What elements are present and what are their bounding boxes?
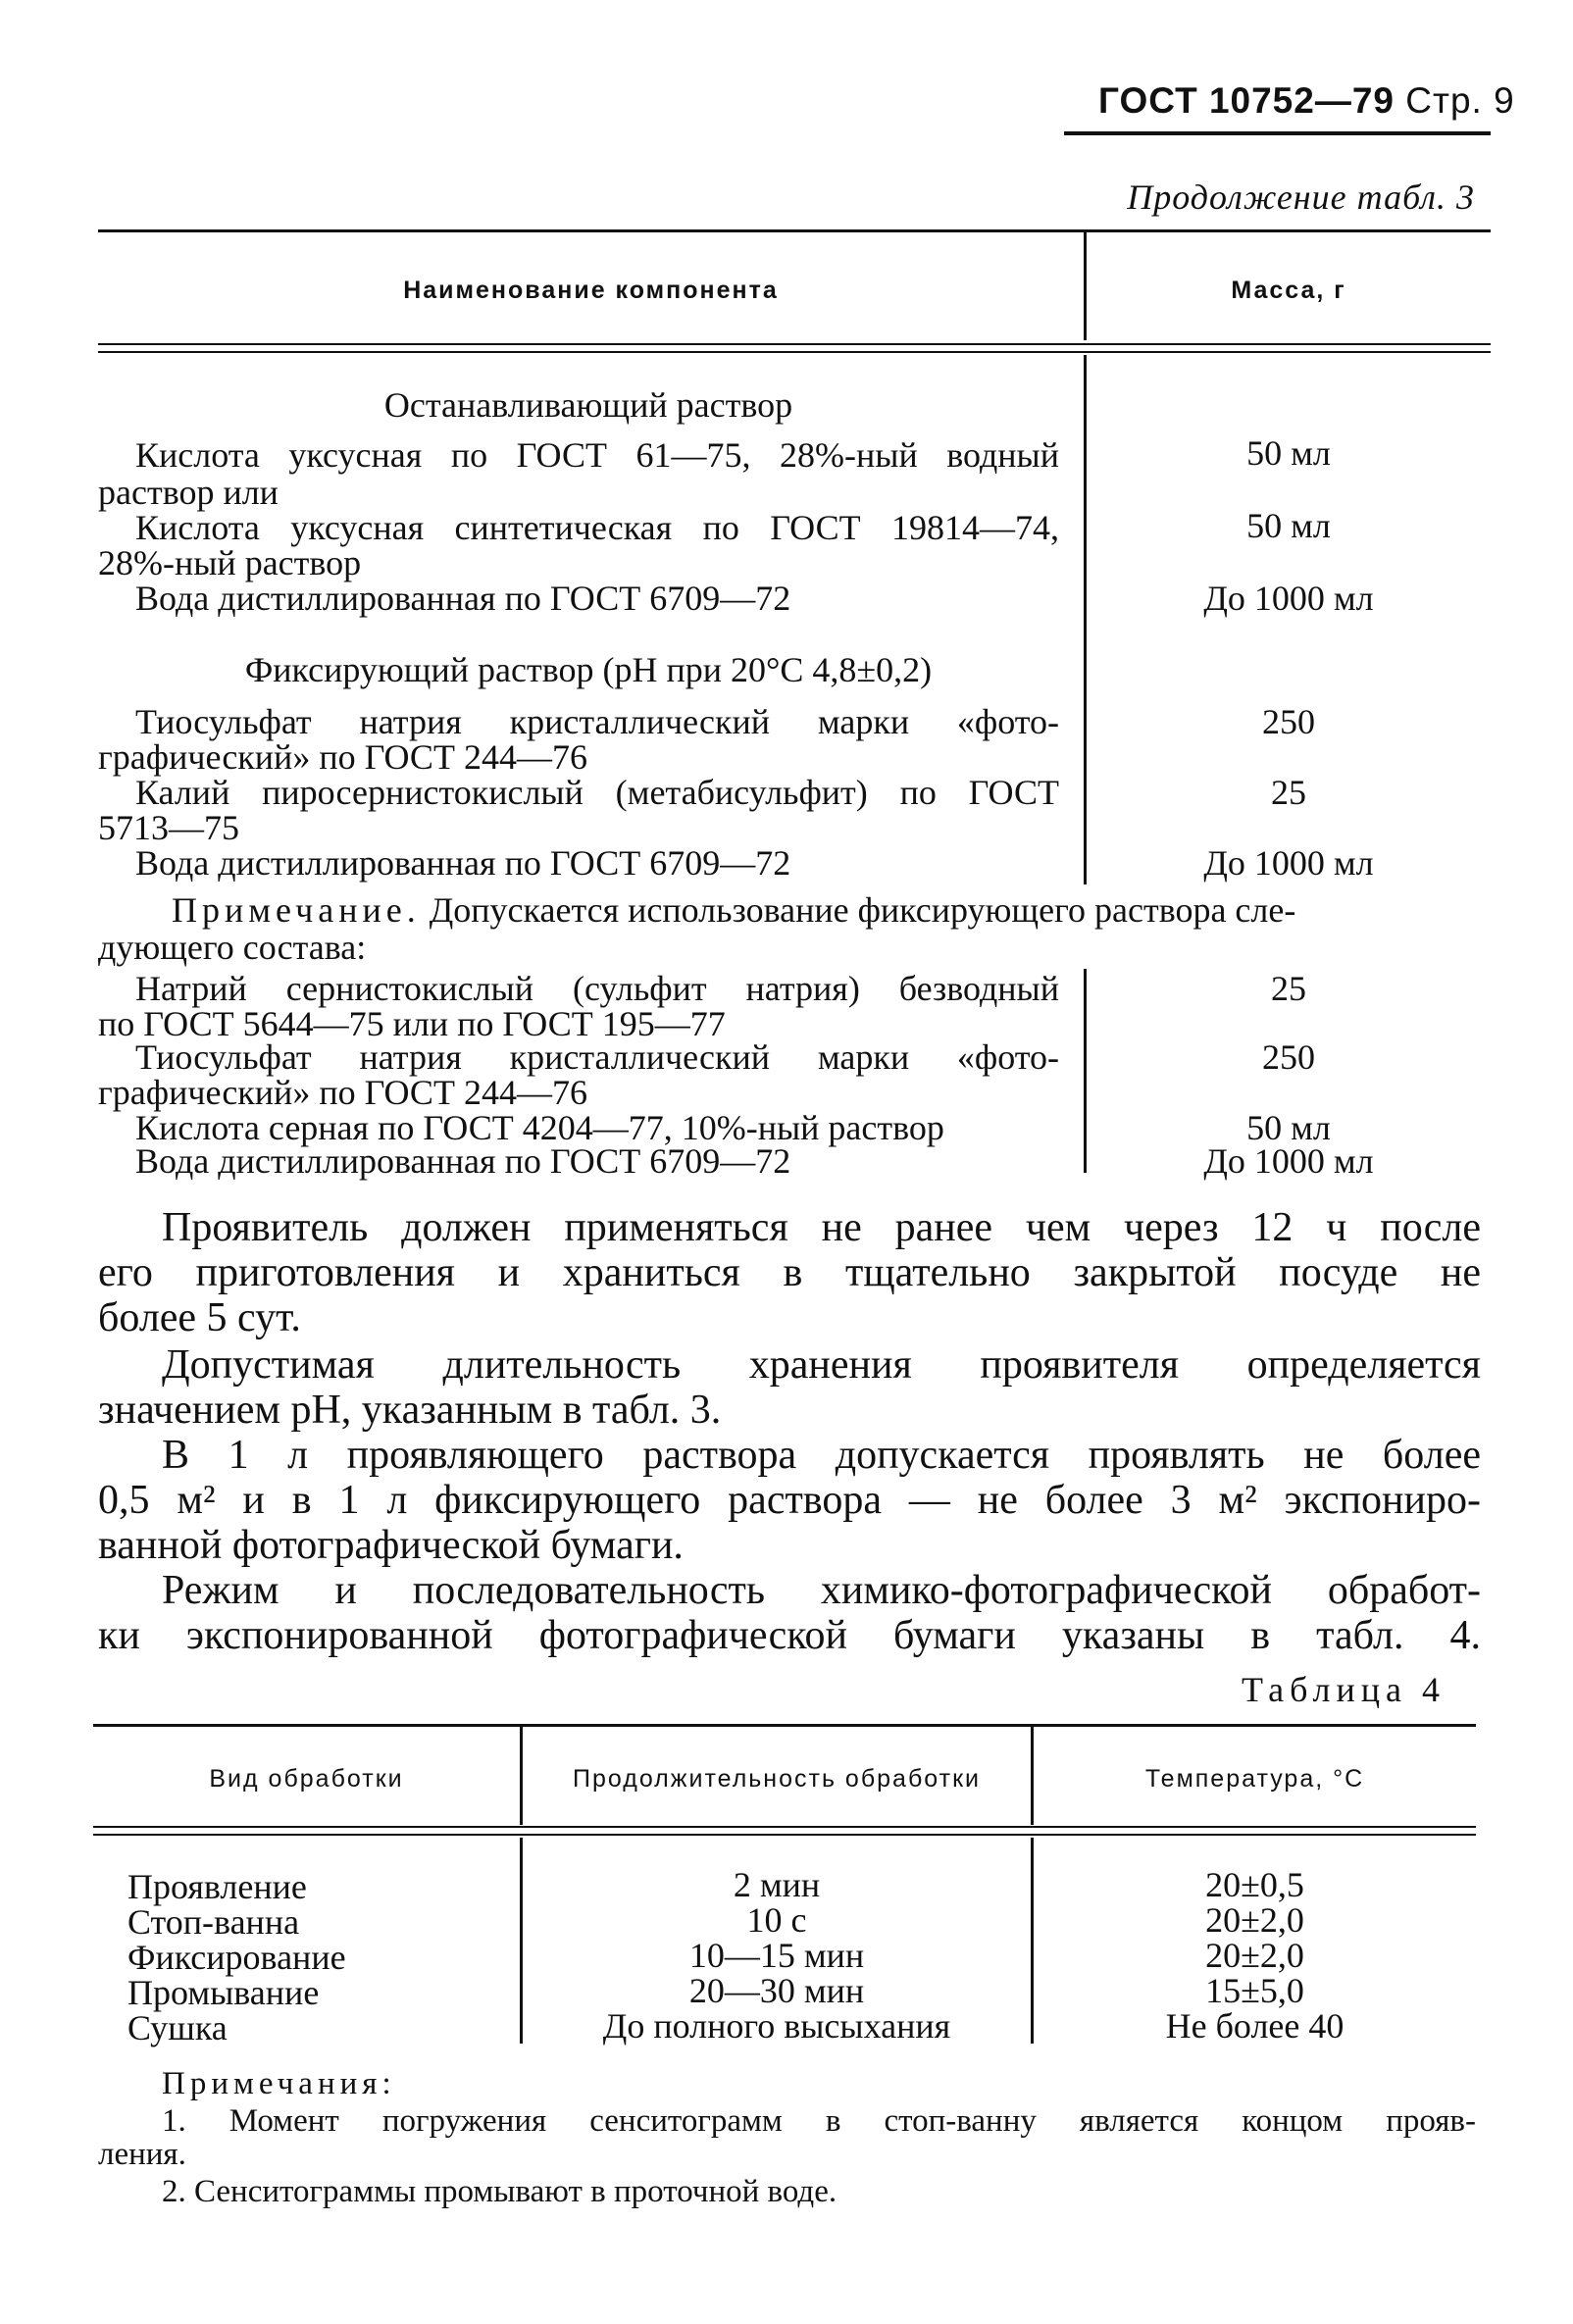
table4-cell-temp: Не более 40 [1165, 2006, 1345, 2046]
table4-cell-temp: 15±5,0 [1205, 1971, 1304, 2010]
component-name: 28%-ный раствор [98, 543, 362, 582]
table4-cell-duration: 2 мин [733, 1865, 821, 1904]
page-number: Стр. 9 [1405, 80, 1515, 121]
component-name: Вода дистиллированная по ГОСТ 6709—72 [135, 579, 791, 618]
component-name: Кислота серная по ГОСТ 4204—77, 10%-ный раствор [135, 1108, 944, 1147]
note-1: 1. Момент погружения сенситограмм в стоп-ванну является концом прояв- [162, 2103, 1476, 2139]
paragraph-line: Проявитель должен применяться не ранее чем через 12 ч после [162, 1205, 1481, 1250]
table4-label: Таблица 4 [1242, 1670, 1446, 1709]
table4-top-rule [93, 1724, 1476, 1727]
table3-note-cont: дующего состава: [98, 928, 367, 967]
component-mass: 250 [1262, 702, 1315, 741]
paragraph-line: Допустимая длительность хранения проявителя определяется [162, 1342, 1481, 1388]
component-name: раствор или [98, 473, 279, 512]
paragraph-line: 0,5 м² и в 1 л фиксирующего раствора — не более 3 м² экспониро- [98, 1478, 1481, 1523]
paragraph-line: ванной фотографической бумаги. [98, 1523, 684, 1568]
table4-cell-duration: 10—15 мин [688, 1936, 865, 1975]
table4-col-type: Вид обработки [209, 1765, 404, 1793]
table4-col-temp: Температура, °С [1144, 1765, 1365, 1793]
paragraph-line: В 1 л проявляющего раствора допускается проявлять не более [162, 1433, 1481, 1478]
table4-header-rule-2 [93, 1834, 1476, 1836]
table4-cell-type: Промывание [127, 1973, 320, 2012]
component-name: Калий пиросернистокислый (метабисульфит) по ГОСТ [135, 773, 1059, 812]
header-rule [1064, 131, 1491, 135]
note-1-cont: ления. [98, 2137, 186, 2172]
component-name: графический» по ГОСТ 244—76 [98, 1073, 587, 1112]
table3-continuation: Продолжение табл. 3 [1127, 177, 1475, 217]
table4-header-rule-1 [93, 1826, 1476, 1828]
component-name: Натрий сернистокислый (сульфит натрия) безводный [135, 969, 1059, 1008]
note-label: Примечание. [172, 890, 421, 930]
table4-cell-duration: 10 с [746, 1900, 807, 1940]
gost-number: ГОСТ 10752—79 [1098, 80, 1395, 121]
table3-header-rule-1 [98, 343, 1491, 345]
paragraph-line: значением рН, указанным в табл. 3. [98, 1388, 722, 1433]
table3-top-rule [98, 229, 1491, 232]
table4-cell-type: Проявление [127, 1867, 307, 1906]
component-mass: 50 мл [1246, 506, 1331, 545]
component-name: Вода дистиллированная по ГОСТ 6709—72 [135, 843, 791, 883]
table4-header-divider-1 [520, 1727, 523, 1825]
table3-header-divider [1084, 232, 1087, 340]
paragraph-line: Режим и последовательность химико-фотографической обработ- [162, 1568, 1481, 1613]
table4-cell-temp: 20±0,5 [1205, 1865, 1304, 1904]
notes-label: Примечания: [162, 2066, 396, 2101]
note-text: Допускается использование фиксирующего раствора сле- [420, 890, 1296, 930]
paragraph-line: более 5 сут. [98, 1295, 301, 1340]
paragraph-line: ки экспонированной фотографической бумаги указаны в табл. 4. [98, 1613, 1481, 1658]
component-mass: 50 мл [1246, 433, 1331, 473]
component-name: по ГОСТ 5644—75 или по ГОСТ 195—77 [98, 1004, 726, 1043]
note-2: 2. Сенситограммы промывают в проточной воде. [162, 2174, 837, 2209]
component-name: Кислота уксусная синтетическая по ГОСТ 19814—74, [135, 508, 1059, 547]
component-name: Вода дистиллированная по ГОСТ 6709—72 [135, 1141, 791, 1181]
section-title-stop-bath: Останавливающий раствор [383, 385, 793, 425]
table3-col-component: Наименование компонента [403, 277, 779, 304]
component-name: Тиосульфат натрия кристаллический марки «фото- [135, 702, 1059, 741]
table4-header-divider-2 [1031, 1727, 1034, 1825]
component-name: Тиосульфат натрия кристаллический марки «фото- [135, 1037, 1059, 1077]
paragraph-line: его приготовления и храниться в тщательно закрытой посуде не [98, 1250, 1481, 1295]
table4-col-duration: Продолжительность обработки [573, 1765, 981, 1793]
table3-note [172, 892, 1491, 928]
table4-cell-duration: 20—30 мин [688, 1971, 865, 2010]
table4-cell-temp: 20±2,0 [1205, 1936, 1304, 1975]
section-title-fixing-solution: Фиксирующий раствор (рН при 20°С 4,8±0,2) [244, 650, 933, 689]
page-header [1098, 80, 1515, 122]
component-name: 5713—75 [98, 808, 239, 847]
component-mass: 250 [1262, 1037, 1315, 1077]
component-mass: До 1000 мл [1203, 1141, 1374, 1181]
table4-cell-duration: До полного высыхания [602, 2006, 951, 2046]
component-mass: До 1000 мл [1203, 579, 1374, 618]
component-mass: До 1000 мл [1203, 843, 1374, 883]
table4-cell-temp: 20±2,0 [1205, 1900, 1304, 1940]
component-name: графический» по ГОСТ 244—76 [98, 737, 587, 777]
component-mass: 25 [1271, 969, 1306, 1008]
table4-cell-type: Стоп-ванна [127, 1902, 300, 1942]
component-mass: 50 мл [1246, 1108, 1331, 1147]
table4-cell-type: Сушка [127, 2008, 228, 2047]
table3-col-mass: Масса, г [1231, 277, 1346, 304]
component-name: Кислота уксусная по ГОСТ 61—75, 28%-ный водный [135, 435, 1059, 475]
table4-cell-type: Фиксирование [127, 1938, 346, 1977]
table3-header-rule-2 [98, 351, 1491, 353]
component-mass: 25 [1271, 773, 1306, 812]
